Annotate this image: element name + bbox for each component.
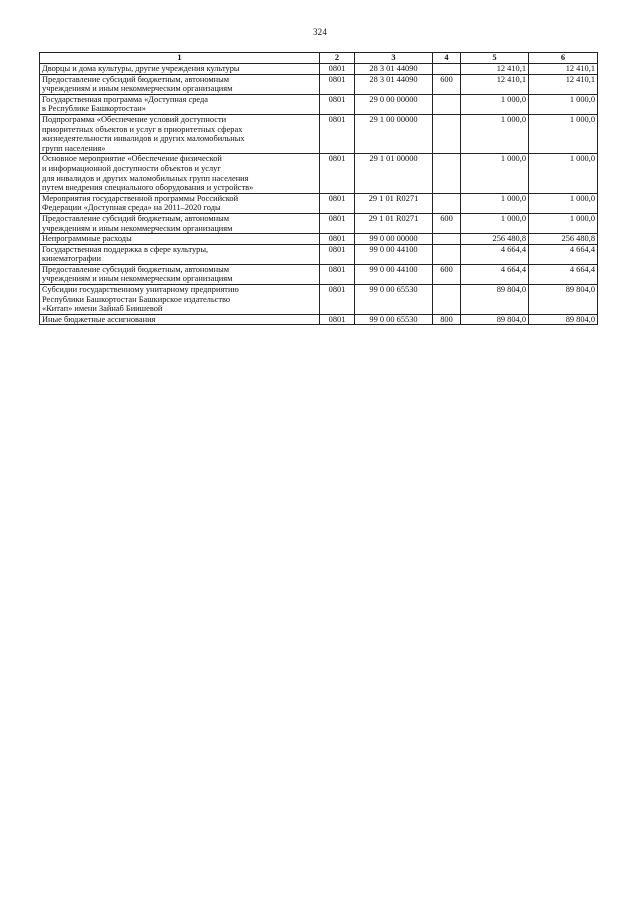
row-year2-amount: 12 410,1 bbox=[529, 64, 598, 75]
row-article-cell: 28 3 01 44090 bbox=[355, 74, 433, 94]
row-year2-amount: 1 000,0 bbox=[529, 114, 598, 153]
row-kind-cell bbox=[433, 193, 461, 213]
row-name-cell: Подпрограмма «Обеспечение условий доступности приоритетных объектов и услуг в приоритетных сферах жизнедеятельности инвалидов и других маломобильных групп населения» bbox=[40, 114, 320, 153]
row-year1-amount: 1 000,0 bbox=[461, 193, 529, 213]
row-section-cell: 0801 bbox=[320, 264, 355, 284]
row-year1-amount: 12 410,1 bbox=[461, 74, 529, 94]
row-name-cell: Государственная поддержка в сфере культуры, кинематографии bbox=[40, 244, 320, 264]
row-kind-cell bbox=[433, 154, 461, 193]
row-section-cell: 0801 bbox=[320, 64, 355, 75]
table-header-row bbox=[40, 53, 598, 64]
row-year2-amount: 256 480,8 bbox=[529, 234, 598, 245]
row-name-cell: Предоставление субсидий бюджетным, автономным учреждениям и иным некоммерческим организациям bbox=[40, 264, 320, 284]
row-name-cell: Дворцы и дома культуры, другие учреждения культуры bbox=[40, 64, 320, 75]
row-kind-cell bbox=[433, 244, 461, 264]
row-kind-cell bbox=[433, 94, 461, 114]
row-name-cell: Иные бюджетные ассигнования bbox=[40, 314, 320, 325]
row-year2-amount: 4 664,4 bbox=[529, 244, 598, 264]
table-row bbox=[40, 74, 598, 94]
row-year1-amount: 1 000,0 bbox=[461, 114, 529, 153]
row-year1-amount: 12 410,1 bbox=[461, 64, 529, 75]
table-row bbox=[40, 64, 598, 75]
row-kind-cell bbox=[433, 285, 461, 315]
table-row bbox=[40, 94, 598, 114]
row-year1-amount: 89 804,0 bbox=[461, 314, 529, 325]
row-kind-cell: 600 bbox=[433, 264, 461, 284]
column-header-kind: 4 bbox=[433, 53, 461, 64]
row-kind-cell bbox=[433, 114, 461, 153]
table-row bbox=[40, 244, 598, 264]
row-article-cell: 29 1 01 R0271 bbox=[355, 193, 433, 213]
budget-table bbox=[39, 52, 598, 325]
row-year1-amount: 256 480,8 bbox=[461, 234, 529, 245]
row-section-cell: 0801 bbox=[320, 94, 355, 114]
row-section-cell: 0801 bbox=[320, 154, 355, 193]
row-year2-amount: 1 000,0 bbox=[529, 213, 598, 233]
table-row bbox=[40, 213, 598, 233]
row-article-cell: 99 0 00 44100 bbox=[355, 264, 433, 284]
row-year1-amount: 4 664,4 bbox=[461, 244, 529, 264]
row-name-cell: Мероприятия государственной программы Российской Федерации «Доступная среда» на 2011–2020 годы bbox=[40, 193, 320, 213]
row-kind-cell bbox=[433, 234, 461, 245]
row-section-cell: 0801 bbox=[320, 244, 355, 264]
row-section-cell: 0801 bbox=[320, 213, 355, 233]
table-row bbox=[40, 285, 598, 315]
row-name-cell: Непрограммные расходы bbox=[40, 234, 320, 245]
row-section-cell: 0801 bbox=[320, 234, 355, 245]
row-section-cell: 0801 bbox=[320, 74, 355, 94]
column-header-article: 3 bbox=[355, 53, 433, 64]
row-section-cell: 0801 bbox=[320, 114, 355, 153]
row-article-cell: 99 0 00 44100 bbox=[355, 244, 433, 264]
row-name-cell: Государственная программа «Доступная среда в Республике Башкортостан» bbox=[40, 94, 320, 114]
column-header-section: 2 bbox=[320, 53, 355, 64]
table-row bbox=[40, 264, 598, 284]
row-year1-amount: 4 664,4 bbox=[461, 264, 529, 284]
row-year2-amount: 1 000,0 bbox=[529, 94, 598, 114]
row-name-cell: Субсидии государственному унитарному предприятию Республики Башкортостан Башкирское издательство «Китап» имени Зайнаб Биишевой bbox=[40, 285, 320, 315]
row-year1-amount: 1 000,0 bbox=[461, 213, 529, 233]
page-number: 324 bbox=[312, 27, 328, 37]
row-name-cell: Основное мероприятие «Обеспечение физической и информационной доступности объектов и услуг для инвалидов и других маломобильных групп населения путем внедрения специального оборудования и устройств» bbox=[40, 154, 320, 193]
row-name-cell: Предоставление субсидий бюджетным, автономным учреждениям и иным некоммерческим организациям bbox=[40, 74, 320, 94]
row-year2-amount: 1 000,0 bbox=[529, 154, 598, 193]
row-year2-amount: 89 804,0 bbox=[529, 285, 598, 315]
row-article-cell: 29 1 01 00000 bbox=[355, 154, 433, 193]
table-row bbox=[40, 154, 598, 193]
row-article-cell: 29 1 00 00000 bbox=[355, 114, 433, 153]
row-article-cell: 99 0 00 00000 bbox=[355, 234, 433, 245]
row-article-cell: 28 3 01 44090 bbox=[355, 64, 433, 75]
row-section-cell: 0801 bbox=[320, 193, 355, 213]
row-year2-amount: 1 000,0 bbox=[529, 193, 598, 213]
row-kind-cell: 600 bbox=[433, 213, 461, 233]
row-year2-amount: 89 804,0 bbox=[529, 314, 598, 325]
row-article-cell: 99 0 00 65530 bbox=[355, 314, 433, 325]
column-header-name: 1 bbox=[40, 53, 320, 64]
row-name-cell: Предоставление субсидий бюджетным, автономным учреждениям и иным некоммерческим организациям bbox=[40, 213, 320, 233]
row-year1-amount: 1 000,0 bbox=[461, 94, 529, 114]
row-section-cell: 0801 bbox=[320, 314, 355, 325]
row-year2-amount: 4 664,4 bbox=[529, 264, 598, 284]
row-section-cell: 0801 bbox=[320, 285, 355, 315]
row-article-cell: 99 0 00 65530 bbox=[355, 285, 433, 315]
row-year1-amount: 89 804,0 bbox=[461, 285, 529, 315]
row-kind-cell bbox=[433, 64, 461, 75]
column-header-year1: 5 bbox=[461, 53, 529, 64]
row-year2-amount: 12 410,1 bbox=[529, 74, 598, 94]
table-row bbox=[40, 114, 598, 153]
column-header-year2: 6 bbox=[529, 53, 598, 64]
table-row bbox=[40, 193, 598, 213]
row-article-cell: 29 0 00 00000 bbox=[355, 94, 433, 114]
row-kind-cell: 600 bbox=[433, 74, 461, 94]
row-article-cell: 29 1 01 R0271 bbox=[355, 213, 433, 233]
row-year1-amount: 1 000,0 bbox=[461, 154, 529, 193]
table-row bbox=[40, 234, 598, 245]
row-kind-cell: 800 bbox=[433, 314, 461, 325]
table-row bbox=[40, 314, 598, 325]
